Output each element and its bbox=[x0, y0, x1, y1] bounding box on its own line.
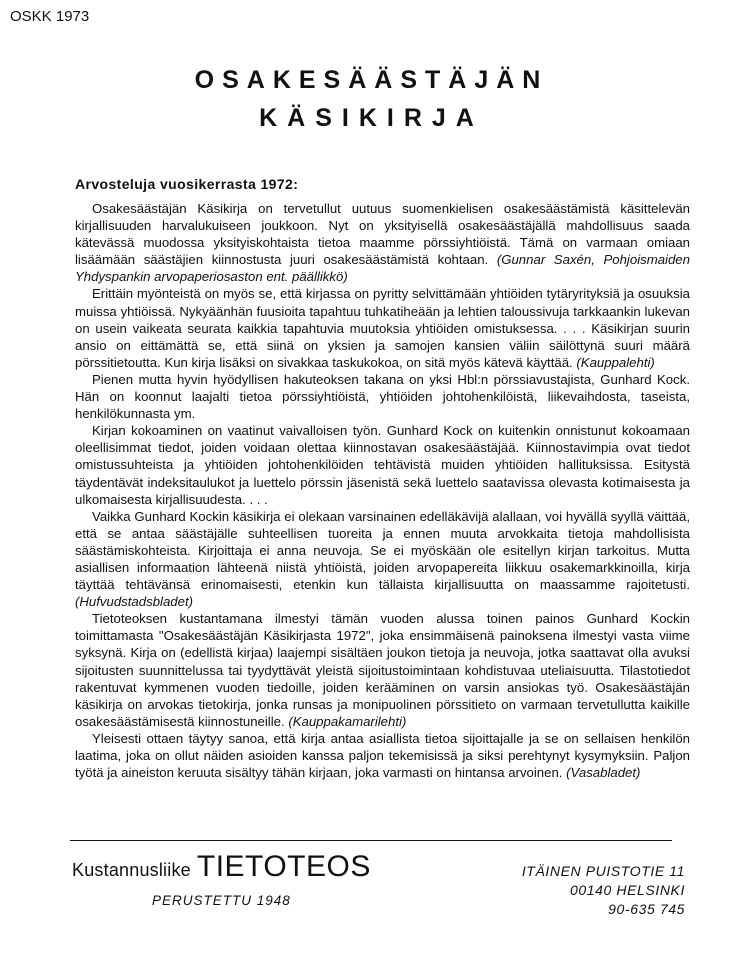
review-source: (Vasabladet) bbox=[566, 765, 641, 781]
review-source: (Kauppakamarilehti) bbox=[288, 713, 407, 729]
reviews-heading: Arvosteluja vuosikerrasta 1972: bbox=[75, 176, 299, 192]
address-phone: 90-635 745 bbox=[608, 901, 685, 917]
publisher-logo bbox=[72, 850, 371, 884]
review-source: (Kauppalehti) bbox=[576, 354, 655, 370]
review-text: Pienen mutta hyvin hyödyllisen hakuteoksen takana on yksi Hbl:n pörssiavustajista, Gunhard Kock. Hän on koonnut laajalti tietoa pörssiyhtiöistä, yhtiöiden johtohenkilöistä, liikevaihdosta, taseista, henkilökunnasta ym. bbox=[75, 371, 690, 422]
publisher-logo-prefix: Kustannusliike bbox=[72, 860, 191, 880]
review-paragraph bbox=[75, 422, 690, 507]
address-city: 00140 HELSINKI bbox=[569, 882, 685, 898]
review-paragraph bbox=[75, 285, 690, 370]
review-text: Vaikka Gunhard Kockin käsikirja ei olekaan varsinainen edelläkävijä alallaan, voi hyvällä syyllä väittää, että se antaa säästäjälle suhteellisen tuoreita ja ennen muuta arvokkaita tietoja mahdollisista säästämiskohteista. Kirjoittaja ei anna neuvoja. Se ei myöskään ole esitellyn kirjan tarkoitus. Mutta asiallisen informaation lähteenä niistä yhtiöistä, joiden arvopapereita liikkuu osakemarkkinoilla, kirja täyttää tehtävänsä erinomaisesti, etenkin kun tällaista kirjallisuutta on maassamme rajoitetusti. bbox=[75, 508, 690, 593]
publisher-founded: PERUSTETTU 1948 bbox=[152, 893, 291, 908]
publisher-logo-name: TIETOTEOS bbox=[196, 850, 371, 883]
review-paragraph bbox=[75, 610, 690, 730]
review-paragraph bbox=[75, 730, 690, 781]
review-text: Tietoteoksen kustantamana ilmestyi tämän vuoden alussa toinen painos Gunhard Kockin toimittamasta "Osakesäästäjän Käsikirjasta 1972", joka ensimmäisenä painoksena ilmestyi vasta viime syksynä. Kirja on (edellistä kirjaa) laajempi sisältäen joukon tietoja ja neuvoja, jotka saattavat olla avuksi sijoitusten suunnittelussa tai tyydyttävät yleistä sijoitustoimintaan kohdistuvaa uteliaisuutta. Tilastotiedot rakentuvat kymmenen vuoden tiedoille, joiden kerääminen on varsin ansiokas työ. Osakesäästäjän käsikirja on arvokas tietokirja, jonka runsas ja monipuolinen pörssitieto on varmaan tervetullutta kaikille osakesäästämisestä kiinnostuneille. bbox=[75, 611, 690, 729]
document-code: OSKK 1973 bbox=[10, 8, 90, 25]
review-paragraph bbox=[75, 200, 690, 285]
review-text: Osakesäästäjän Käsikirja on tervetullut uutuus suomenkielisen osakesäästämistä käsittelevän kirjallisuuden harvalukuiseen joukkoon. Nyt on yksityisellä osakesäästäjällä mahdollisuus saada kätevässä muodossa yksityiskohtaista tietoa maamme pörssiyhtiöistä. Tämä on varmaan omiaan lisäämään säästäjien kiinnostusta juuri osakesäästämistä kohtaan. bbox=[75, 201, 690, 268]
review-paragraph bbox=[75, 508, 690, 611]
publisher-divider bbox=[70, 840, 672, 841]
review-text: Erittäin myönteistä on myös se, että kirjassa on pyritty selvittämään yhtiöiden tytäryrityksiä ja osuuksia muissa yhtiöissä. Nykyäänhän fuusioita tapahtuu tuhkatiheään ja lehtien taloussivuja tarkkaankin lukevan on usein vaikeata seurata kaikkia tapahtuvia muutoksia yhtiöiden omistuksessa. . . . Käsikirjan suurin ansio on eittämättä se, että siinä on yksien ja samojen kansien väliin säilöttynä suuri määrä pörssitietoutta. Kun kirja lisäksi on sivakkaa taskukokoa, on sitä myös kätevä käyttää. bbox=[75, 286, 690, 370]
title-line-2: KÄSIKIRJA bbox=[259, 104, 484, 132]
publisher-address bbox=[522, 862, 685, 919]
reviews-body bbox=[75, 200, 690, 781]
address-street: ITÄINEN PUISTOTIE 11 bbox=[521, 863, 685, 879]
review-source: (Hufvudstadsbladet) bbox=[75, 594, 194, 610]
review-text: Yleisesti ottaen täytyy sanoa, että kirja antaa asiallista tietoa sijoittajalle ja se on sellaisen henkilön laatima, joka on ollut näiden asioiden kanssa paljon tekemisissä ja siksi perehtynyt kysymyksiin. Paljon työtä ja aineiston keruuta sisältyy tähän kirjaan, joka varmasti on hintansa arvoinen. bbox=[75, 730, 690, 781]
title-line-1: OSAKESÄÄSTÄJÄN bbox=[194, 66, 549, 94]
review-text: Kirjan kokoaminen on vaatinut vaivalloisen työn. Gunhard Kock on kuitenkin onnistunut kokoamaan oleellisimmat tiedot, joiden voidaan olettaa kiinnostavan osakesäästäjää. Kiinnostavimpia ovat tiedot omistussuhteista ja yhtiöiden johtohenkilöiden tehtävistä muiden yhtiöiden hallituksissa. Esitystä täydentävät indeksitaulukot ja luettelo pörssin jäsenistä sekä luettelo saatavissa olevasta kotimaisesta ja ulkomaisesta kirjallisuudesta. . . . bbox=[75, 423, 690, 507]
review-paragraph bbox=[75, 371, 690, 422]
review-source: (Gunnar Saxén, Pohjoismaiden Yhdyspankin arvopaperiosaston ent. päällikkö) bbox=[75, 252, 690, 285]
